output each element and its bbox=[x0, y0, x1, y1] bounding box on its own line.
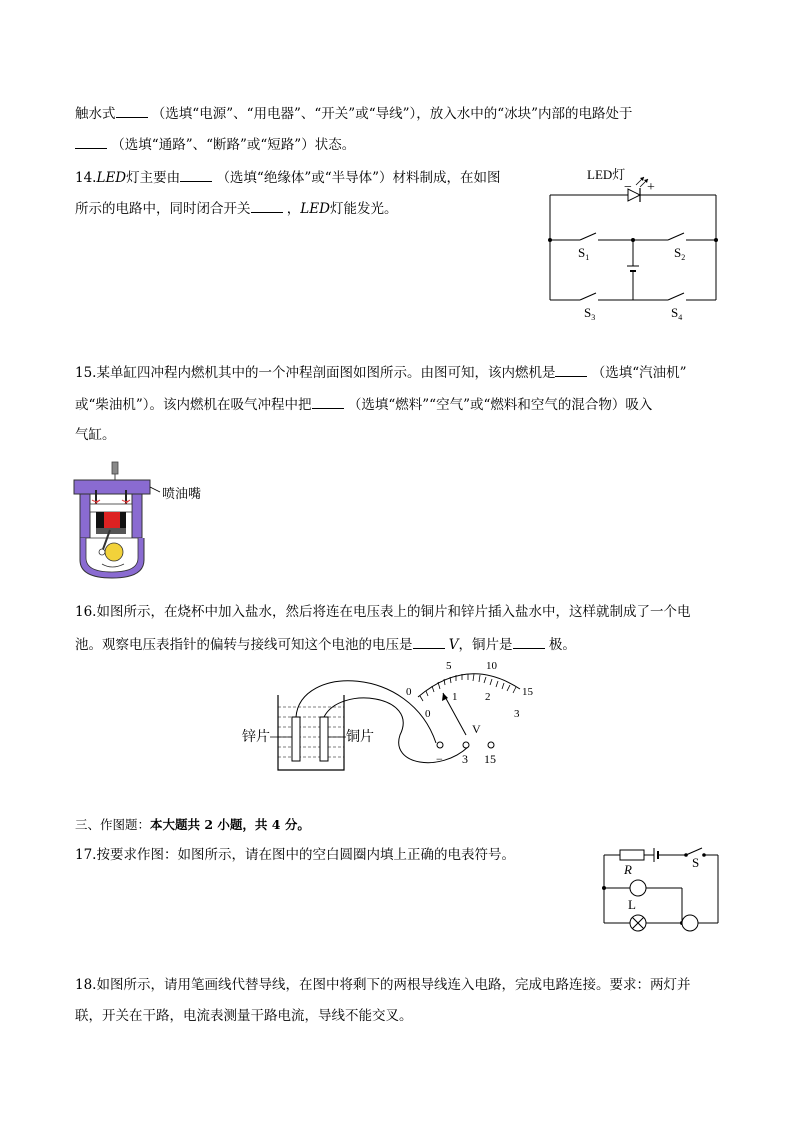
copper-plate-icon bbox=[320, 717, 328, 761]
section-3-heading: 三、作图题：本大题共 2 小题，共 4 分。 bbox=[75, 817, 310, 832]
answer-blank[interactable] bbox=[513, 634, 545, 649]
led-label: LED灯 bbox=[587, 167, 626, 182]
scale-bottom-3: 3 bbox=[514, 708, 520, 720]
switch-s3-icon bbox=[580, 293, 596, 300]
answer-blank[interactable] bbox=[312, 394, 344, 409]
s1-label: $S_1$ bbox=[578, 245, 590, 262]
scale-bottom-0: 0 bbox=[425, 708, 431, 720]
voltmeter-scale-icon bbox=[418, 674, 520, 697]
q13-line-1: 触水式 （选填“电源”、“用电器”、“开关”或“导线”），放入水中的“冰块”内部的电路处于 bbox=[75, 103, 633, 124]
injector-label: 喷油嘴 bbox=[162, 486, 202, 501]
q17-circuit-figure bbox=[598, 843, 724, 935]
q16-line-2: 池。观察电压表指针的偏转与接线可知这个电池的电压是 V，铜片是 极。 bbox=[75, 634, 576, 655]
s-label: S bbox=[692, 855, 700, 870]
scale-bottom-2: 2 bbox=[485, 691, 491, 703]
q14-line-1: 14.LED灯主要由 （选填“绝缘体”或“半导体”）材料制成，在如图 bbox=[75, 167, 501, 188]
q15-line-1: 15.某单缸四冲程内燃机其中的一个冲程剖面图如图所示。由图可知，该内燃机是 （选填“汽油机” bbox=[75, 362, 687, 383]
terminal-negative-icon bbox=[437, 742, 443, 748]
q16-battery-voltmeter-figure bbox=[240, 655, 570, 780]
q13-line-2: （选填“通路”、“断路”或“短路”）状态。 bbox=[75, 134, 355, 155]
q14-circuit-figure bbox=[540, 160, 730, 325]
terminal-15-icon bbox=[488, 742, 494, 748]
answer-blank[interactable] bbox=[555, 362, 587, 377]
s4-label: $S_4$ bbox=[671, 305, 683, 322]
s3-label: $S_3$ bbox=[584, 305, 596, 322]
q16-line-1: 16.如图所示，在烧杯中加入盐水，然后将连在电压表上的铜片和锌片插入盐水中，这样就制成了一个电 bbox=[75, 604, 691, 620]
zinc-label: 锌片 bbox=[242, 730, 270, 745]
terminal-3-label: 3 bbox=[462, 752, 468, 766]
answer-blank[interactable] bbox=[251, 198, 283, 213]
resistor-icon bbox=[620, 850, 644, 860]
q17-text: 17.按要求作图：如图所示，请在图中的空白圆圈内填上正确的电表符号。 bbox=[75, 847, 515, 863]
q15-line-3: 气缸。 bbox=[75, 427, 116, 443]
r-label: R bbox=[624, 862, 632, 877]
answer-blank[interactable] bbox=[75, 134, 107, 149]
zinc-plate-icon bbox=[292, 717, 300, 761]
answer-blank[interactable] bbox=[116, 103, 148, 118]
empty-meter-circle-1[interactable] bbox=[630, 880, 646, 896]
scale-top-15: 15 bbox=[522, 686, 533, 698]
s2-label: $S_2$ bbox=[674, 245, 686, 262]
scale-bottom-1: 1 bbox=[452, 691, 458, 703]
empty-meter-circle-2[interactable] bbox=[682, 915, 698, 931]
l-label: L bbox=[628, 897, 636, 912]
q14-line-2: 所示的电路中，同时闭合开关 ，LED灯能发光。 bbox=[75, 198, 397, 219]
terminal-3-icon bbox=[463, 742, 469, 748]
switch-s2-icon bbox=[668, 233, 684, 240]
scale-top-5: 5 bbox=[446, 660, 452, 672]
q15-line-2: 或“柴油机”）。该内燃机在吸气冲程中把 （选填“燃料”“空气”或“燃料和空气的混合物）吸入 bbox=[75, 394, 652, 415]
led-minus: − bbox=[624, 180, 632, 195]
led-plus: + bbox=[647, 180, 655, 195]
crankshaft-icon bbox=[105, 543, 123, 561]
q18-line-1: 18.如图所示，请用笔画线代替导线，在图中将剩下的两根导线连入电路，完成电路连接。要求：两灯并 bbox=[75, 977, 691, 993]
switch-s4-icon bbox=[668, 293, 684, 300]
copper-label: 铜片 bbox=[346, 730, 374, 745]
piston-chamber-icon bbox=[104, 512, 120, 528]
answer-blank[interactable] bbox=[413, 634, 445, 649]
scale-top-0: 0 bbox=[406, 686, 412, 698]
switch-icon bbox=[686, 848, 702, 855]
switch-s1-icon bbox=[580, 233, 596, 240]
q18-line-2: 联，开关在干路，电流表测量干路电流，导线不能交叉。 bbox=[75, 1008, 413, 1024]
terminal-15-label: 15 bbox=[484, 752, 496, 766]
answer-blank[interactable] bbox=[180, 167, 212, 182]
terminal-negative-label: − bbox=[436, 752, 443, 766]
voltmeter-letter: V bbox=[472, 722, 481, 736]
scale-top-10: 10 bbox=[486, 660, 497, 672]
q15-engine-figure bbox=[72, 460, 232, 585]
